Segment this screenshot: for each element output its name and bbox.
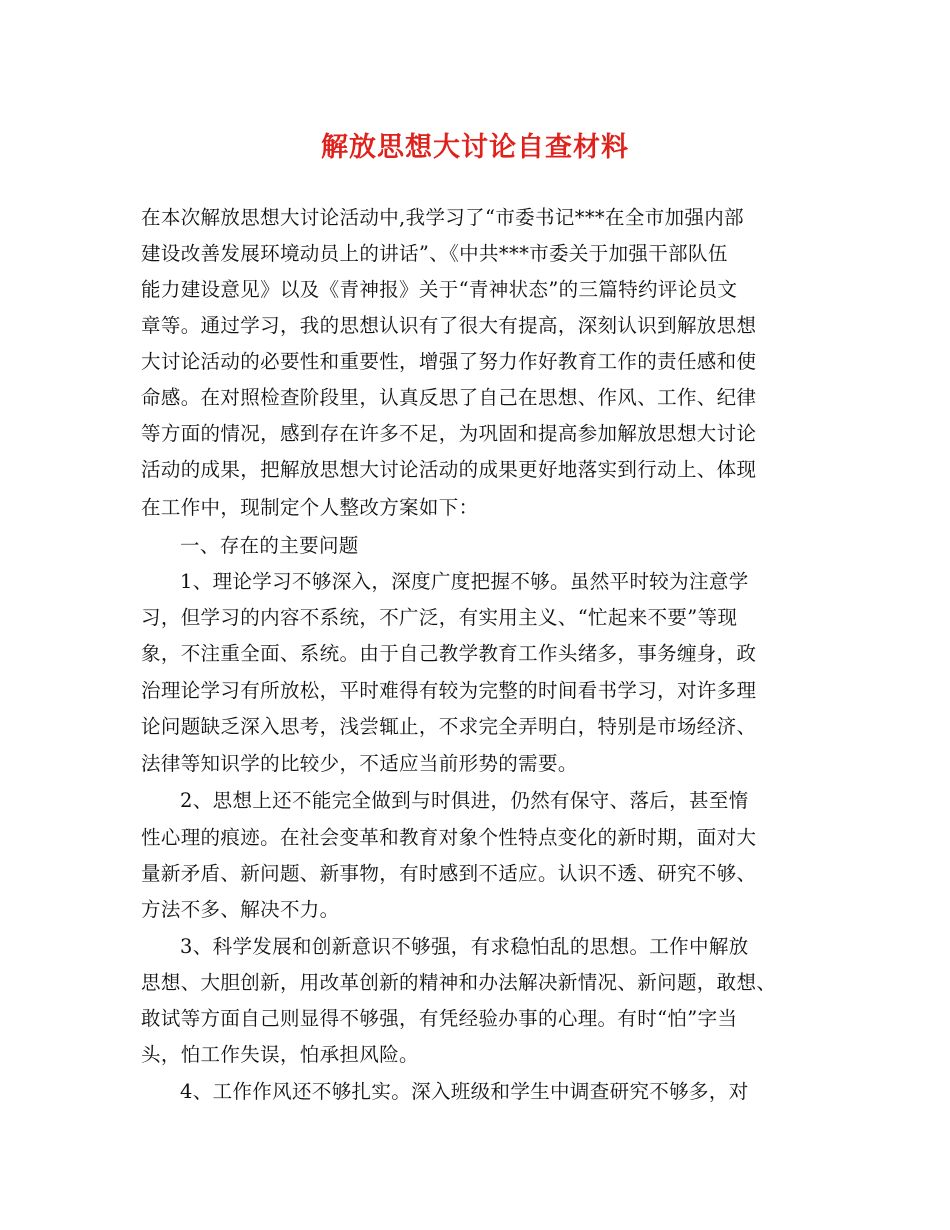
body-line: 活动的成果，把解放思想大讨论活动的成果更好地落实到行动上、体现: [141, 458, 757, 481]
body-line: 在本次解放思想大讨论活动中,我学习了“市委书记***在全市加强内部: [141, 206, 744, 229]
body-line: 习，但学习的内容不系统，不广泛，有实用主义、“忙起来不要”等现: [141, 606, 738, 629]
paragraph-first-line: 4、工作作风还不够扎实。深入班级和学生中调查研究不够多，对: [180, 1080, 749, 1103]
body-line: 思想、大胆创新，用改革创新的精神和办法解决新情况、新问题，敢想、: [141, 971, 777, 994]
body-line: 章等。通过学习，我的思想认识有了很大有提高，深刻认识到解放思想: [141, 314, 757, 337]
section-heading: 一、存在的主要问题: [180, 534, 359, 557]
body-line: 敢试等方面自己则显得不够强，有凭经验办事的心理。有时“怕”字当: [141, 1007, 738, 1030]
body-line: 能力建设意见》以及《青神报》关于“青神状态”的三篇特约评论员文: [141, 278, 738, 301]
body-line: 法律等知识学的比较少，不适应当前形势的需要。: [141, 752, 578, 775]
body-line: 命感。在对照检查阶段里，认真反思了自己在思想、作风、工作、纪律: [141, 386, 757, 409]
body-line: 治理论学习有所放松，平时难得有较为完整的时间看书学习，对许多理: [141, 679, 757, 702]
document-title: 解放思想大讨论自查材料: [321, 132, 629, 163]
paragraph-first-line: 2、思想上还不能完全做到与时俱进，仍然有保守、落后，甚至惰: [180, 789, 749, 812]
paragraph-first-line: 3、科学发展和创新意识不够强，有求稳怕乱的思想。工作中解放: [180, 935, 749, 958]
body-line: 量新矛盾、新问题、新事物，有时感到不适应。认识不透、研究不够、: [141, 862, 757, 885]
paragraph-first-line: 1、理论学习不够深入，深度广度把握不够。虽然平时较为注意学: [180, 570, 749, 593]
body-line: 论问题缺乏深入思考，浅尝辄止，不求完全弄明白，特别是市场经济、: [141, 715, 757, 738]
body-line: 象，不注重全面、系统。由于自己教学教育工作头绪多，事务缠身，政: [141, 642, 757, 665]
body-line: 方法不多、解决不力。: [141, 898, 340, 921]
body-line: 性心理的痕迹。在社会变革和教育对象个性特点变化的新时期，面对大: [141, 826, 757, 849]
body-line: 建设改善发展环境动员上的讲话”、《中共***市委关于加强干部队伍: [141, 242, 728, 265]
body-line: 在工作中，现制定个人整改方案如下：: [141, 496, 479, 519]
body-line: 大讨论活动的必要性和重要性，增强了努力作好教育工作的责任感和使: [141, 350, 757, 373]
body-line: 头，怕工作失误，怕承担风险。: [141, 1043, 419, 1066]
body-line: 等方面的情况，感到存在许多不足，为巩固和提高参加解放思想大讨论: [141, 422, 757, 445]
